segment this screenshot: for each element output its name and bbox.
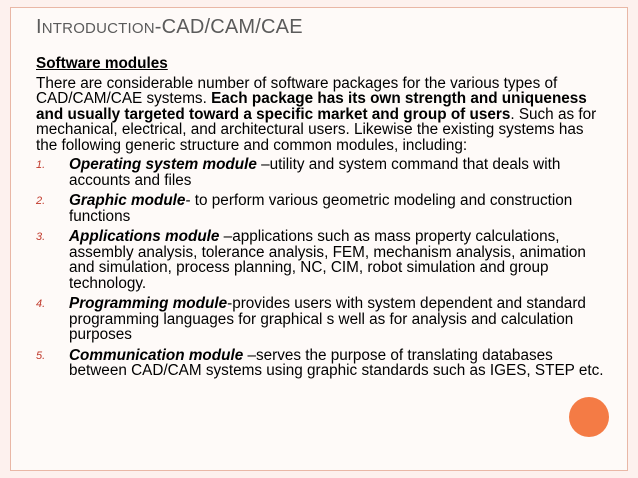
module-name: Applications module — [69, 228, 220, 245]
module-name: Programming module — [69, 295, 228, 312]
list-number: 4. — [36, 298, 46, 310]
list-item — [36, 348, 606, 379]
intro-bold-text: Each package has its own strength and uniqueness and usually targeted toward a specific market and group of users — [36, 90, 587, 123]
title-smallcaps: NTRODUCTION — [41, 20, 155, 37]
module-description: - to perform various geometric modeling and construction functions — [69, 192, 573, 225]
module-list — [36, 157, 606, 379]
list-item — [36, 296, 606, 343]
module-description: -provides users with system dependent and standard programming languages for graphical s well as for analysis and calculation purposes — [69, 295, 586, 343]
section-subheading: Software modules — [36, 55, 168, 72]
list-item — [36, 193, 606, 224]
list-item — [36, 157, 606, 188]
module-description: –serves the purpose of translating databases between CAD/CAM systems using graphic standards such as IGES, STEP etc. — [69, 346, 604, 379]
list-number: 3. — [36, 231, 46, 243]
list-item — [36, 229, 606, 291]
intro-text-1: There are considerable number of software packages for the various types of CAD/CAM/CAE systems. — [36, 74, 558, 107]
list-number: 1. — [36, 159, 46, 171]
module-description: –applications such as mass property calculations, assembly analysis, tolerance analysis, FEM, mechanism analysis, animation and simulation, process planning, NC, CIM, robot simulation and group technology. — [69, 228, 586, 292]
module-description: –utility and system command that deals with accounts and files — [69, 156, 561, 189]
title-suffix: -CAD/CAM/CAE — [154, 16, 303, 38]
intro-text-2: . Such as for mechanical, electrical, and architectural users. Likewise the existing systems has the following generic structure and common modules, including: — [36, 105, 597, 154]
accent-circle — [569, 397, 609, 437]
title-first-letter: I — [36, 16, 42, 38]
list-number: 2. — [36, 195, 46, 207]
module-name: Operating system module — [69, 156, 257, 173]
module-name: Graphic module — [69, 192, 186, 209]
slide-content — [36, 56, 606, 384]
list-number: 5. — [36, 349, 46, 362]
intro-paragraph — [36, 76, 606, 154]
module-name: Communication module — [69, 346, 244, 364]
slide-title — [36, 16, 303, 39]
